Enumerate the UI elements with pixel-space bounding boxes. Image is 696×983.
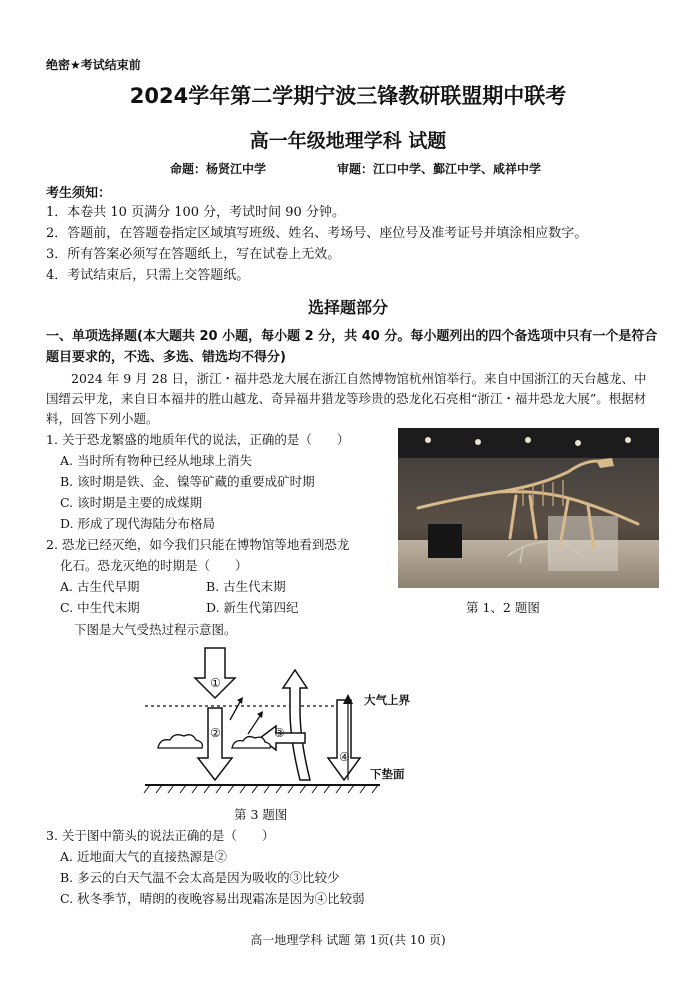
exam-subtitle: 高一年级地理学科 试题 [249, 130, 447, 152]
part-heading: 一、单项选择题(本大题共 20 小题，每小题 2 分，共 40 分。每小题列出的四个备选项中只有一个是符合题目要求的，不选、多选、错选均不得分) [46, 329, 658, 365]
review-label: 审题：江口中学、鄞江中学、咸祥中学 [337, 162, 542, 176]
exam-title: 2024学年第二学期宁波三锋教研联盟期中联考 [129, 84, 567, 108]
question-2-option-b: B. 古生代末期 [206, 579, 286, 594]
arrow-label-2: ② [210, 726, 221, 740]
question-3-option-b: B. 多云的白天气温不会太高是因为吸收的③比较少 [60, 870, 340, 885]
question-1-option-b: B. 该时期是铁、金、镍等矿藏的重要成矿时期 [60, 474, 315, 489]
question-2-stem-line2: 化石。恐龙灭绝的时期是（ ） [60, 558, 248, 573]
intro-paragraph: 2024 年 9 月 28 日，浙江・福井恐龙大展在浙江自然博物馆杭州馆举行。来自中国浙江的天台越龙、中国缙云甲龙，来自日本福井的胜山越龙、奇异福井猎龙等珍贵的恐龙化石亮相“浙江・福井恐龙大展”。根据材料，回答下列小题。 [46, 371, 647, 426]
notice-item: 1．本卷共 10 页满分 100 分，考试时间 90 分钟。 [46, 205, 345, 220]
notice-item: 2．答题前，在答题卷指定区域填写班级、姓名、考场号、座位号及准考证号并填涂相应数字。 [46, 226, 588, 241]
question-2-option-d: D. 新生代第四纪 [206, 600, 299, 615]
photo-caption: 第 1、2 题图 [466, 600, 540, 615]
notice-heading: 考生须知： [46, 186, 112, 201]
atmosphere-top-label: 大气上界 [364, 693, 410, 707]
dinosaur-museum-photo [398, 428, 659, 588]
question-1-option-c: C. 该时期是主要的成煤期 [60, 495, 203, 510]
arrow-label-3: ③ [274, 726, 285, 740]
diagram-intro: 下图是大气受热过程示意图。 [74, 622, 237, 637]
question-3-stem: 3. 关于图中箭头的说法正确的是（ ） [46, 828, 275, 843]
diagram-caption: 第 3 题图 [234, 807, 288, 822]
underlying-surface-label: 下垫面 [370, 767, 405, 781]
confidential-mark: 绝密★考试结束前 [46, 58, 141, 72]
question-2-stem: 2. 恐龙已经灭绝，如今我们只能在博物馆等地看到恐龙 [46, 537, 350, 552]
page-footer: 高一地理学科 试题 第 1页(共 10 页) [250, 933, 446, 947]
author-label: 命题：杨贤江中学 [170, 162, 267, 176]
notice-item: 3．所有答案必须写在答题纸上，写在试卷上无效。 [46, 247, 341, 262]
question-1-option-a: A. 当时所有物种已经从地球上消失 [60, 453, 252, 468]
arrow-label-1: ① [210, 676, 221, 690]
question-3-option-a: A. 近地面大气的直接热源是② [60, 849, 227, 864]
question-1-option-d: D. 形成了现代海陆分布格局 [60, 516, 216, 531]
question-3-option-c: C. 秋冬季节，晴朗的夜晚容易出现霜冻是因为④比较弱 [60, 891, 365, 906]
question-2-option-c: C. 中生代末期 [60, 600, 140, 615]
arrow-label-4: ④ [339, 750, 350, 764]
question-1-stem: 1. 关于恐龙繁盛的地质年代的说法，正确的是（ ） [46, 432, 350, 447]
notice-item: 4．考试结束后，只需上交答题纸。 [46, 268, 250, 283]
section-title: 选择题部分 [307, 298, 388, 317]
question-2-option-a: A. 古生代早期 [60, 579, 140, 594]
